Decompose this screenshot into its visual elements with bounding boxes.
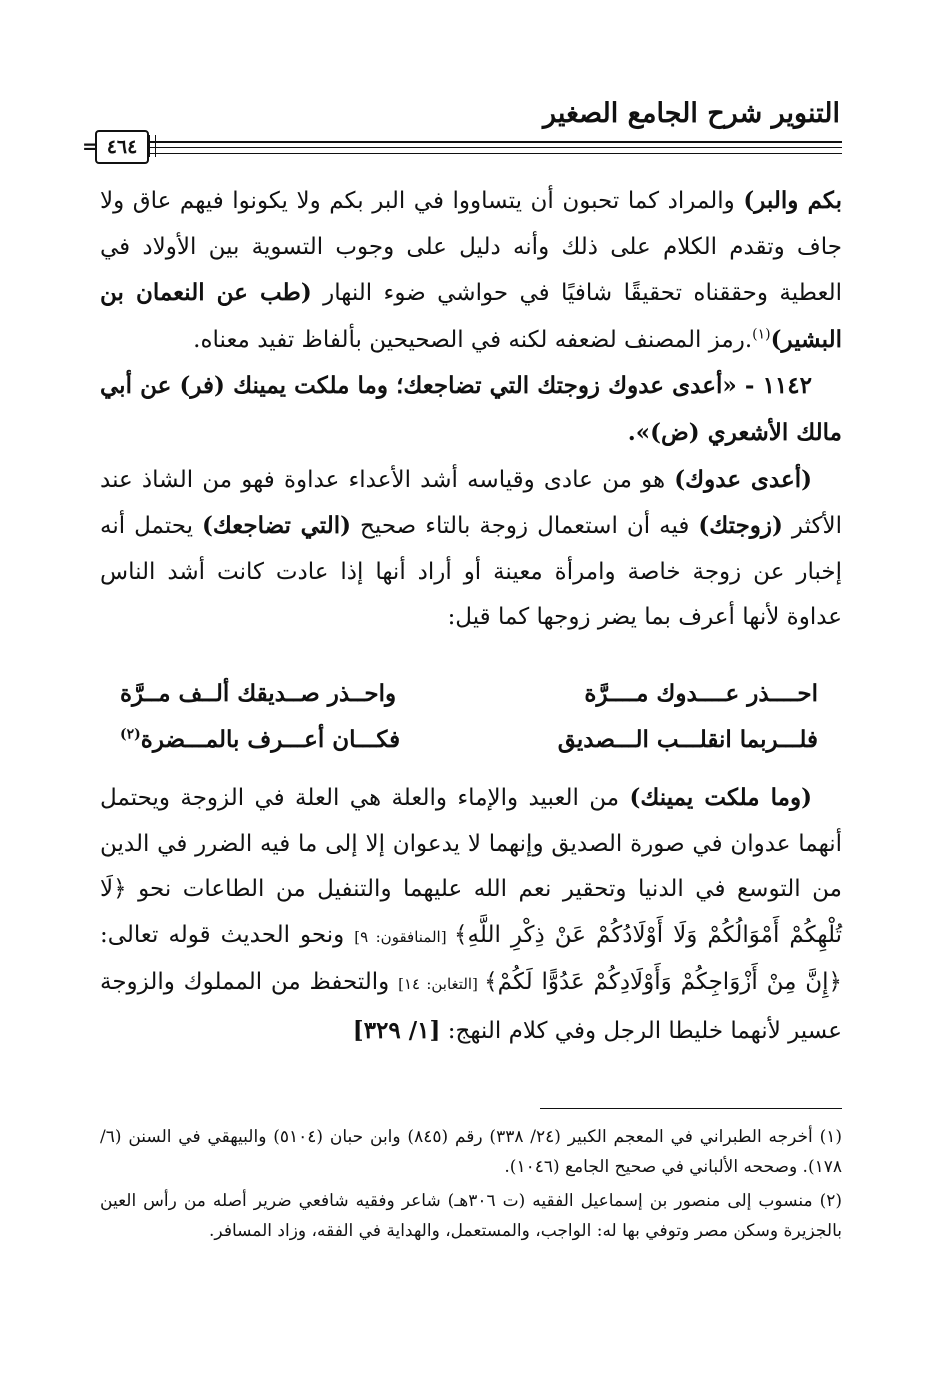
- edge-mark: =: [82, 134, 99, 158]
- header-rule: [150, 141, 842, 143]
- paragraph-3: [100, 775, 842, 1055]
- header-rule: [150, 153, 842, 154]
- text-run: يحتمل أنه إخبار عن زوجة خاصة وامرأة معينة أو أراد أنها إذا عادت كانت أشد الناس عداوة لأنها أعرف بما يضر زوجها كما قيل:: [100, 513, 842, 631]
- bold-phrase: بكم والبر): [743, 187, 842, 214]
- text-run: .رمز المصنف لضعفه لكنه في الصحيحين بألفاظ تفيد معناه.: [193, 326, 753, 353]
- footnotes: [100, 1122, 842, 1250]
- quran-quote: ﴿لَا تُلْهِكُمْ أَمْوَالُكُمْ وَلَا أَوْلَادُكُمْ عَنْ ذِكْرِ اللَّهِ﴾: [100, 876, 842, 948]
- text-run: والمراد كما تحبون أن يتساووا في البر بكم ولا يكونوا فيهم عاق ولا جاف وتقدم الكلام على ذلك وأنه دليل على وجوب التسوية بين الأولاد في العطية وحققناه تحقيقًا شافيًا في حواشي ضوء النهار: [100, 188, 842, 307]
- paragraph-2: [100, 457, 842, 641]
- bold-phrase: (وما ملكت يمينك): [629, 784, 812, 811]
- text-run: فيه أن استعمال زوجة بالتاء صحيح: [351, 513, 699, 540]
- running-title: التنوير شرح الجامع الصغير: [543, 98, 840, 129]
- header-rule: [150, 147, 842, 148]
- footnote-ref: (٢): [120, 726, 141, 743]
- quran-ref: [المنافقون: ٩]: [354, 927, 455, 946]
- text-run: والتحفظ من المملوك والزوجة عسير لأنهما خليطا الرجل وفي كلام النهج:: [100, 969, 842, 1044]
- verse-hemistich: احــــذر عــــدوك مــــرَّة: [584, 680, 818, 707]
- footnote-2: (٢) منسوب إلى منصور بن إسماعيل الفقيه (ت ٣٠٦هـ) شاعر وفقيه شافعي ضرير أصله من رأس العين بالجزيرة وسكن مصر وتوفي بها له: الواجب، والمستعمل، والهداية في الفقه، وزاد المسافر.: [100, 1191, 842, 1241]
- bold-phrase: (زوجتك): [698, 512, 783, 540]
- quran-ref: [التغابن: ١٤]: [398, 975, 485, 994]
- hadith-line: ١١٤٢ - «أعدى عدوك زوجتك التي تضاجعك؛ وما ملكت يمينك (فر) عن أبي مالك الأشعري (ض)».: [100, 372, 842, 446]
- verse-text: فكـــان أعـــرف بالمـــضرة: [140, 726, 401, 753]
- bold-phrase: (التي تضاجعك): [202, 512, 352, 540]
- bold-phrase: (أعدى عدوك): [674, 465, 812, 493]
- text-run: ونحو الحديث قوله تعالى:: [100, 921, 355, 948]
- main-text-continued: [100, 775, 842, 1055]
- quran-quote: ﴿إِنَّ مِنْ أَزْوَاجِكُمْ وَأَوْلَادِكُمْ عَدُوًّا لَكُمْ﴾: [484, 969, 842, 996]
- source-code: (طب عن النعمان بن البشير): [100, 279, 842, 353]
- page-number: ٤٦٤: [95, 130, 149, 164]
- footnote-1: (١) أخرجه الطبراني في المعجم الكبير (٢٤/ ٣٣٨) رقم (٨٤٥) وابن حبان (٥١٠٤) والبيهقي في السنن (٦/ ١٧٨). وصححه الألباني في صحيح الجامع (١٠٤٦).: [100, 1127, 842, 1177]
- footnote-rule: [540, 1108, 842, 1109]
- main-text: [100, 178, 842, 641]
- text-run: من العبيد والإماء والعلة هي العلة في الزوجة ويحتمل أنهما عدوان في صورة الصديق وإنهما لا يدعوان إلا إلى ما فيه الضرر في الدين من التوسع في الدنيا وتحقير نعم الله عليهما والتنفيل من الطاعات نحو: [100, 785, 842, 903]
- verse-hemistich: فلـــربما انقلـــب الـــصديق: [557, 726, 818, 753]
- verse-hemistich: واحــذر صــديقك ألــف مــرَّة: [120, 680, 397, 707]
- text-run: هو من عادى وقياسه أشد الأعداء عداوة فهو من الشاذ عند الأكثر: [100, 466, 842, 540]
- paragraph-1: [100, 178, 842, 363]
- footnote-ref: (١): [752, 326, 771, 343]
- hadith-text: [100, 363, 842, 456]
- volume-page-ref: [١/ ٣٢٩]: [352, 1016, 441, 1044]
- verse-hemistich-left: [120, 726, 400, 753]
